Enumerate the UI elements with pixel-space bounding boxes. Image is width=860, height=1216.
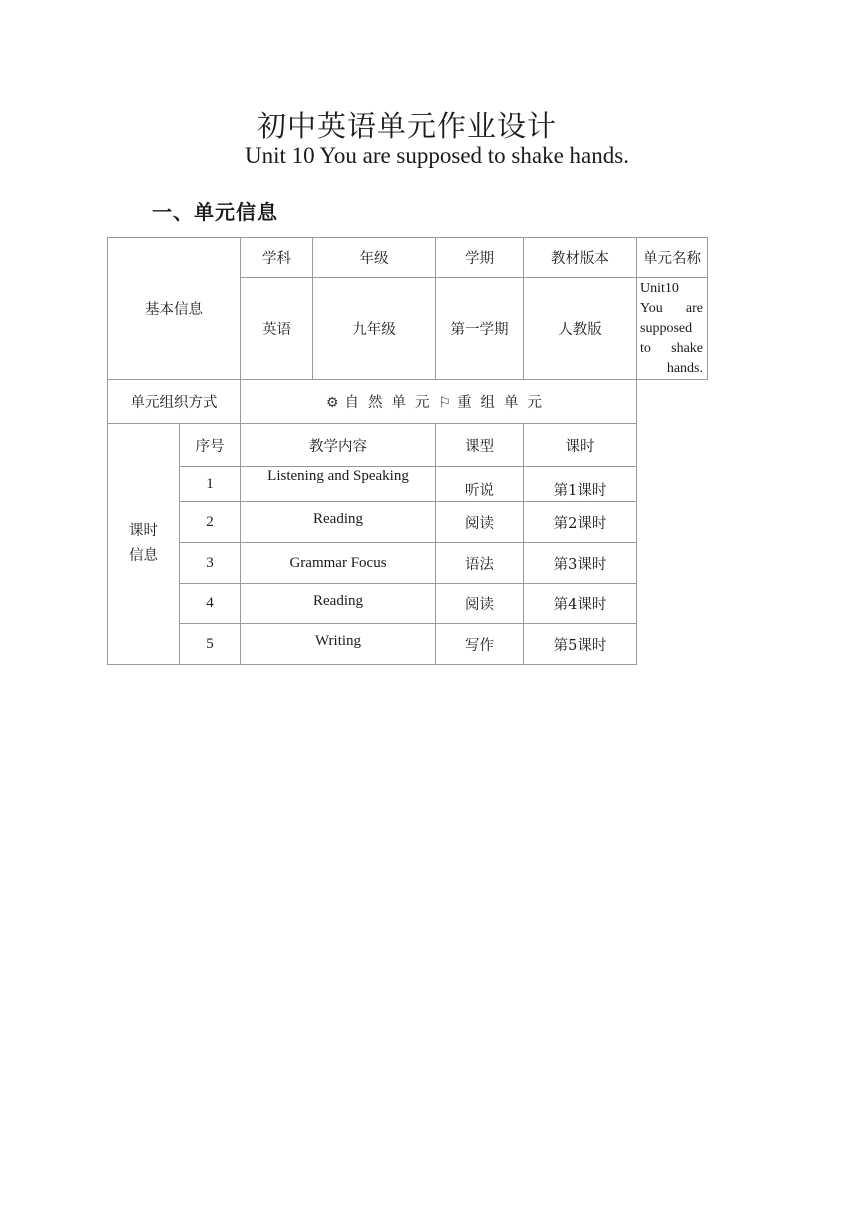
header-grade: 年级: [313, 238, 436, 278]
lesson-info-label: [108, 424, 180, 665]
value-subject: 英语: [241, 278, 313, 380]
lesson-type: 阅读: [436, 584, 524, 624]
org-label: 单元组织方式: [108, 380, 241, 424]
value-textbook: 人教版: [524, 278, 637, 380]
table-row: [108, 624, 708, 665]
value-semester: 第一学期: [436, 278, 524, 380]
lesson-type: 阅读: [436, 502, 524, 543]
value-unit-name: Unit10 You are supposed to shake hands.: [637, 278, 708, 380]
org-options: [241, 380, 637, 424]
lesson-content: Listening and Speaking: [241, 467, 436, 502]
lesson-header-no: 序号: [180, 424, 241, 467]
lesson-period: 第4课时: [524, 584, 637, 624]
lesson-content: Reading: [241, 584, 436, 624]
header-subject: 学科: [241, 238, 313, 278]
lesson-period: 第2课时: [524, 502, 637, 543]
lesson-type: 语法: [436, 543, 524, 584]
header-row: [108, 238, 708, 278]
table-row: [108, 543, 708, 584]
lesson-type: 写作: [436, 624, 524, 665]
lesson-header-type: 课型: [436, 424, 524, 467]
lesson-content: Reading: [241, 502, 436, 543]
gear-icon: ⚙: [325, 395, 345, 411]
lesson-no: 5: [180, 624, 241, 665]
header-textbook: 教材版本: [524, 238, 637, 278]
lesson-period: 第3课时: [524, 543, 637, 584]
lesson-header-row: [108, 424, 708, 467]
flag-icon: ⚐: [438, 395, 458, 411]
lesson-label-line1: 课时: [129, 523, 158, 539]
table-row: [108, 467, 708, 502]
lesson-header-content: 教学内容: [241, 424, 436, 467]
lesson-content: Writing: [241, 624, 436, 665]
basic-info-label: 基本信息: [108, 238, 241, 380]
table-row: [108, 502, 708, 543]
lesson-no: 2: [180, 502, 241, 543]
header-semester: 学期: [436, 238, 524, 278]
lesson-period: 第5课时: [524, 624, 637, 665]
header-unit-name: 单元名称: [637, 238, 708, 278]
lesson-content: Grammar Focus: [241, 543, 436, 584]
document-subtitle: Unit 10 You are supposed to shake hands.: [245, 143, 629, 168]
section-heading: 一、单元信息: [152, 200, 278, 224]
org-option-regroup: 重组单元: [457, 395, 552, 411]
lesson-no: 1: [180, 467, 241, 502]
lesson-header-period: 课时: [524, 424, 637, 467]
lesson-period: 第1课时: [524, 467, 637, 502]
org-option-natural: 自然单元: [344, 395, 439, 411]
unit-info-table: [107, 237, 708, 665]
org-row: [108, 380, 708, 424]
lesson-no: 4: [180, 584, 241, 624]
lesson-label-line2: 信息: [129, 548, 158, 564]
value-grade: 九年级: [313, 278, 436, 380]
lesson-type: 听说: [436, 467, 524, 502]
lesson-no: 3: [180, 543, 241, 584]
document-title: 初中英语单元作业设计: [256, 109, 557, 143]
table-row: [108, 584, 708, 624]
